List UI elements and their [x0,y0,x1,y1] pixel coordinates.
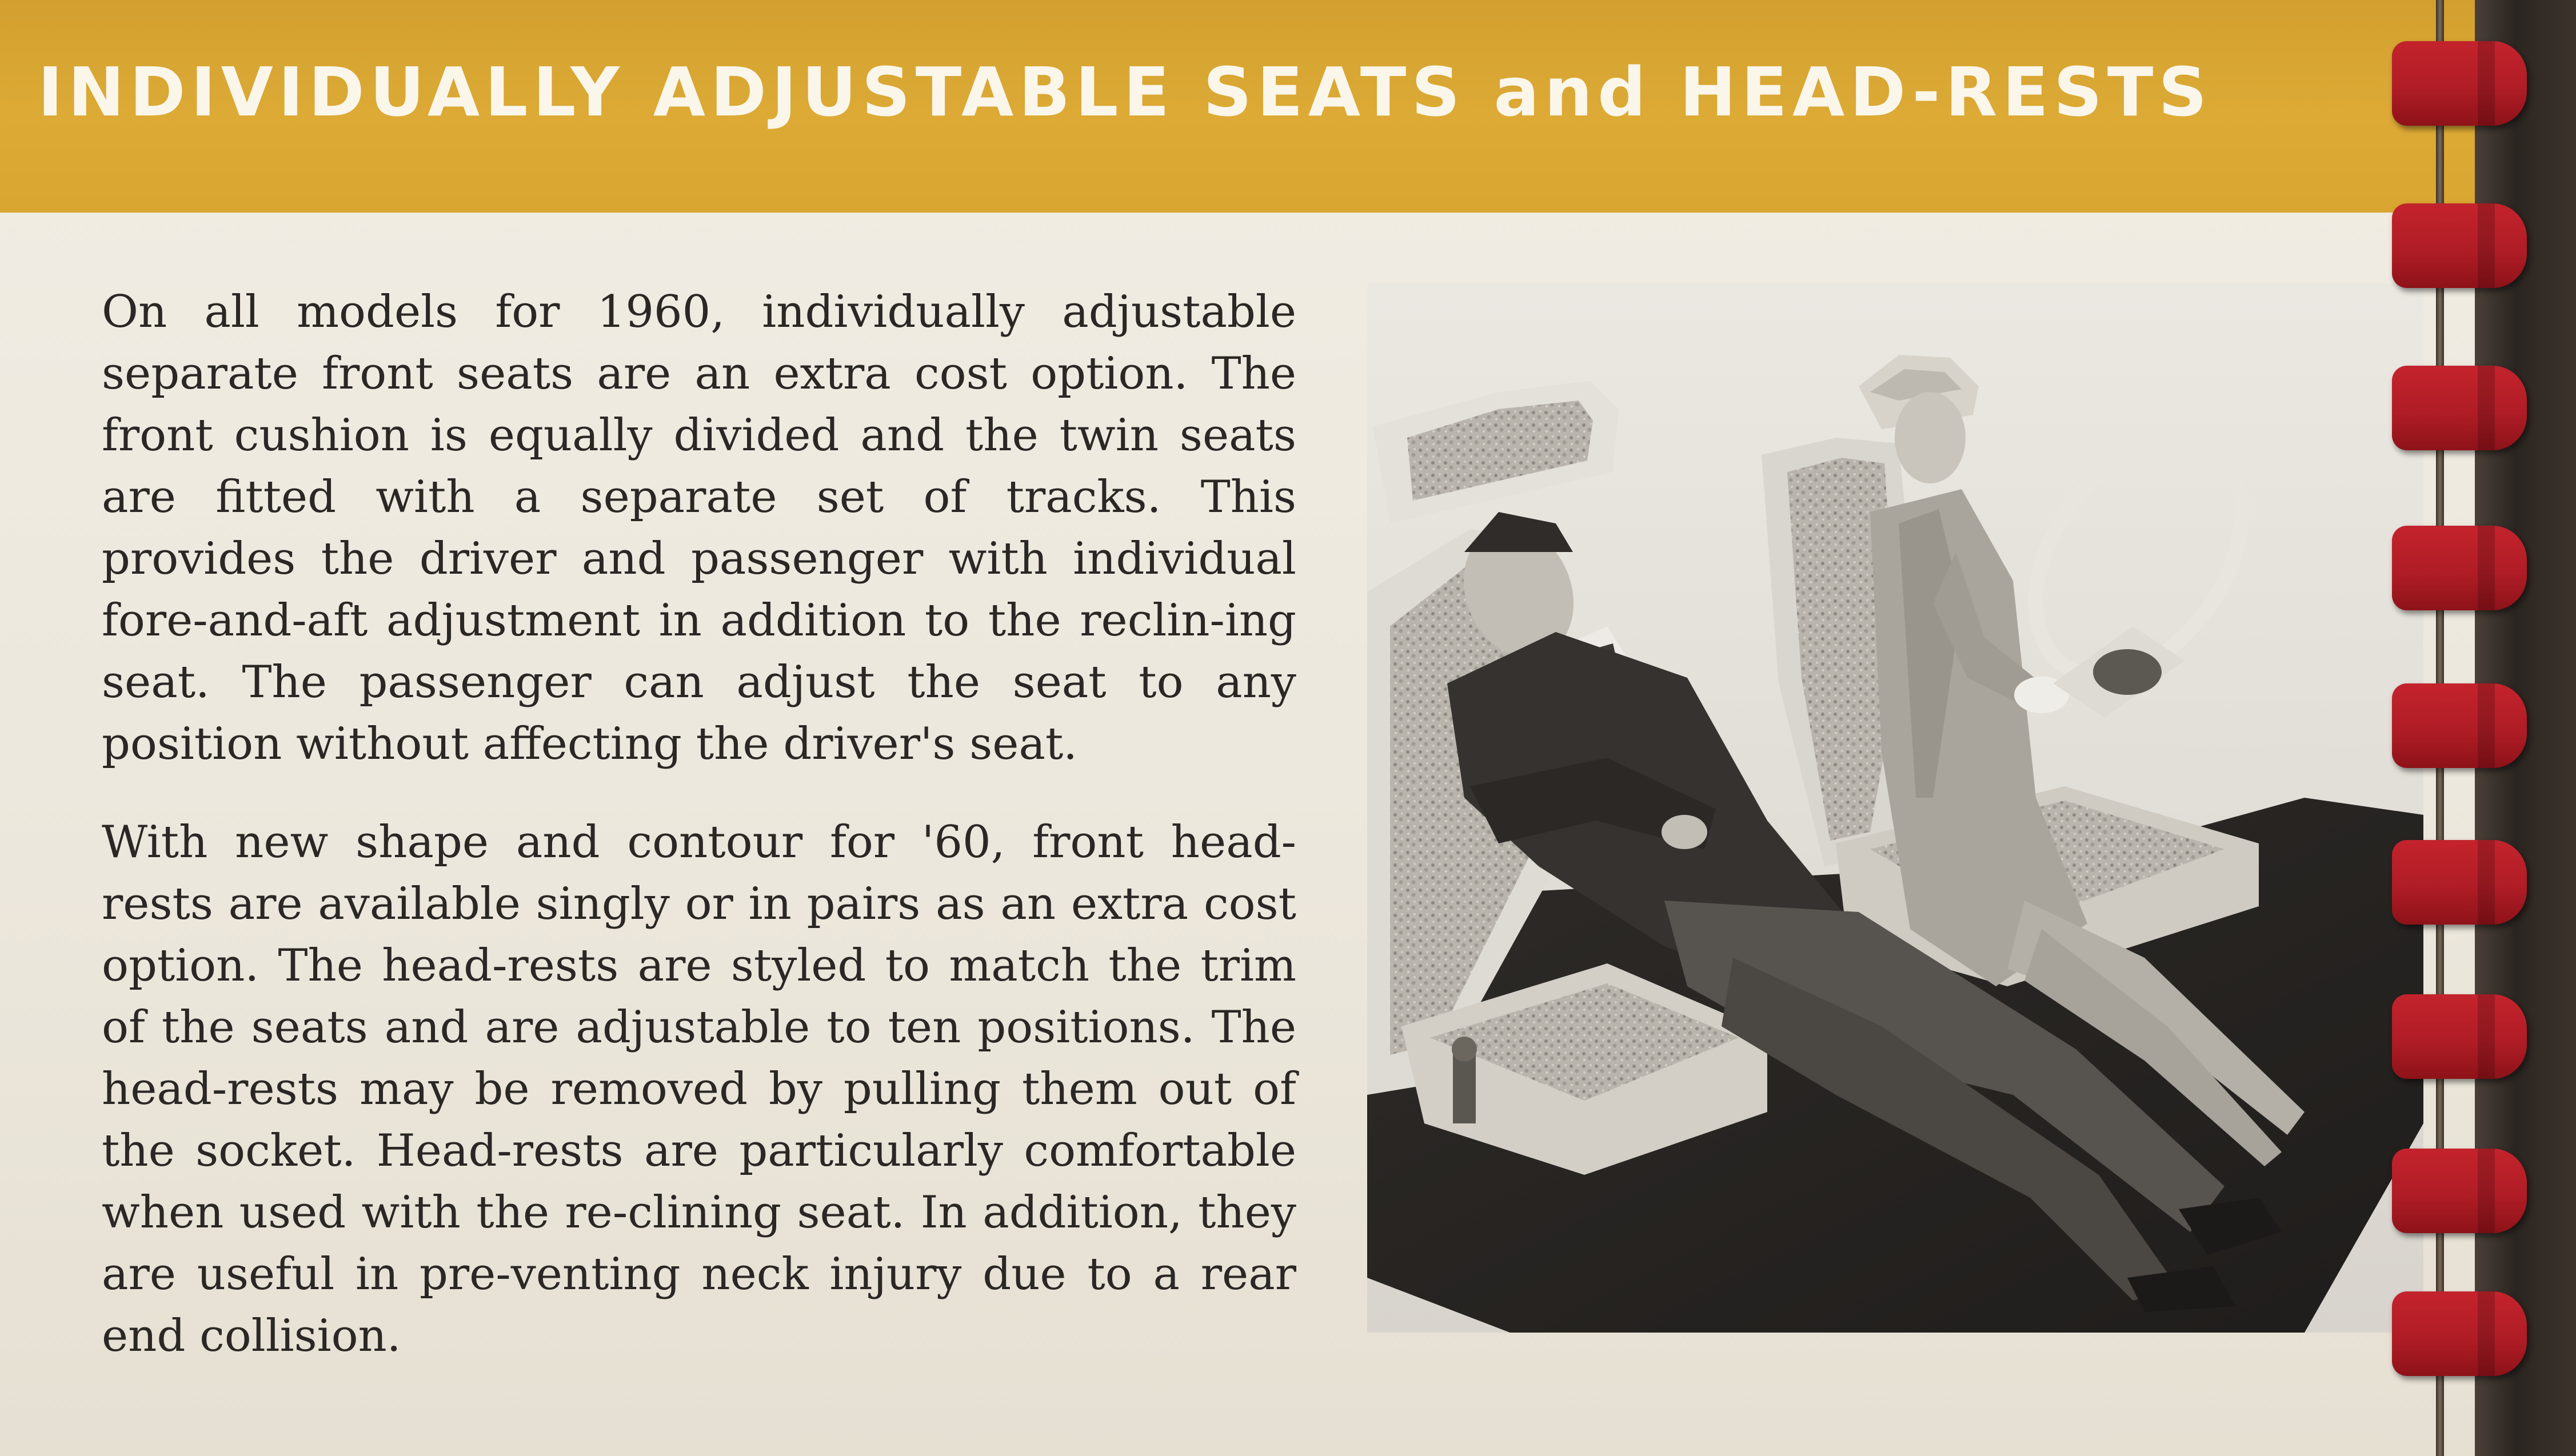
binding-coil [2392,41,2527,126]
title-banner [0,0,2475,213]
binding-coil [2392,994,2527,1079]
binding-coil [2392,526,2527,610]
binding-coil [2392,366,2527,450]
seat-photo [1367,283,2423,1333]
binding-coil [2392,1291,2527,1376]
page-title: INDIVIDUALLY ADJUSTABLE SEATS and HEAD-RESTS [38,53,2212,131]
binding-coil [2392,683,2527,768]
body-paragraph-seats: On all models for 1960, individually adjustable separate front seats are an extra cost option. The front cushion is equally divided and the twin seats are fitted with a separate set of tracks. This provides the driver and passenger with individual fore-and-aft adjustment in addition to the reclin-ing seat. The passenger can adjust the seat to any position without affecting the driver's seat. [102,286,1296,770]
binding-coil [2392,840,2527,925]
binding-coil [2392,203,2527,288]
body-paragraph-head-rests: With new shape and contour for '60, front head-rests are available singly or in pairs as an extra cost option. The head-rests are styled to match the trim of the seats and are adjustable to ten positions. The head-rests may be removed by pulling them out of the socket. Head-rests are particularly comfortable when used with the re-clining seat. In addition, they are useful in pre-venting neck injury due to a rear end collision. [102,817,1296,1362]
binding-coil [2392,1149,2527,1233]
